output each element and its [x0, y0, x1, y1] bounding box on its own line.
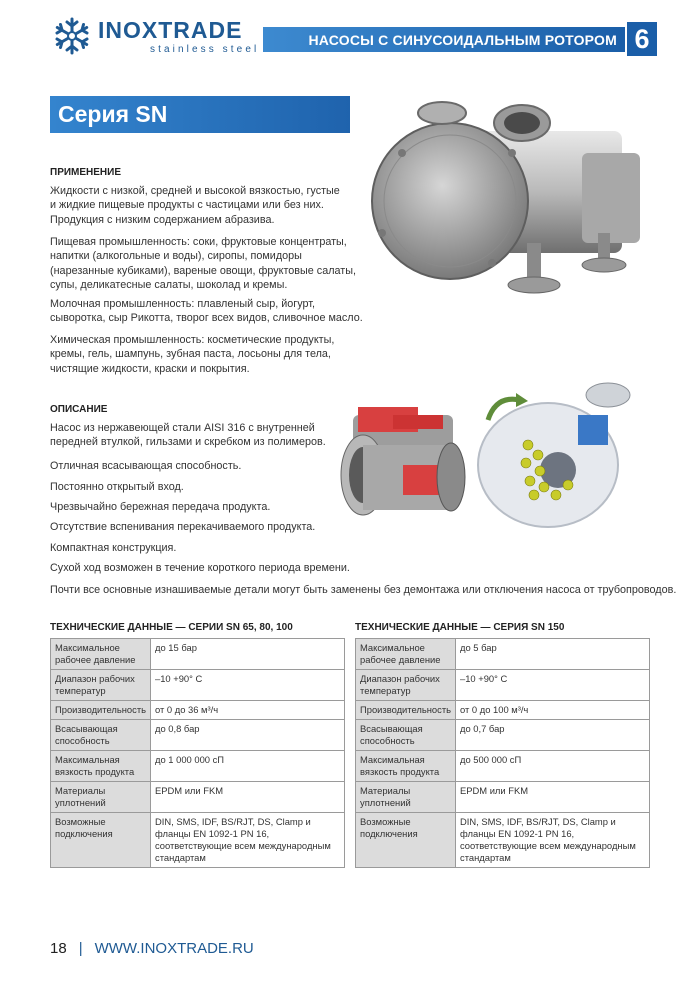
- text-line: Насос из нержавеющей стали AISI 316 с внутренней: [50, 422, 315, 434]
- description-paragraph-1: [50, 421, 355, 450]
- spec-value: до 5 бар: [456, 639, 650, 670]
- spec-value: до 0,8 бар: [151, 720, 345, 751]
- spec-table-sn150: [355, 638, 650, 868]
- table-row: [356, 813, 650, 868]
- description-wide-text: Почти все основные изнашиваемые детали могут быть заменены без демонтажа или отключения насоса от трубопроводов.: [50, 584, 677, 596]
- series-title: Серия SN: [58, 101, 168, 127]
- text-line: Жидкости с низкой, средней и высокой вязкостью, густые: [50, 185, 340, 197]
- spec-value: –10 +90° C: [456, 670, 650, 701]
- text-line: сыворотка, сыр Рикотта, творог всех видов, сливочное масло.: [50, 312, 363, 325]
- spec-value: до 0,7 бар: [456, 720, 650, 751]
- spec-table-sn65-100: [50, 638, 345, 868]
- cutaway-image: [333, 385, 468, 525]
- spec-key: Материалы уплотнений: [356, 782, 456, 813]
- spec-key: Диапазон рабочих температур: [356, 670, 456, 701]
- table-row: [51, 639, 345, 670]
- text-line: кремы, гель, шампунь, зубная паста, лосьоны для тела,: [50, 348, 331, 361]
- page-number: 18: [50, 940, 67, 957]
- table-row: [356, 782, 650, 813]
- application-paragraph-1: [50, 184, 355, 227]
- table-row: [51, 813, 345, 868]
- spec-key: Материалы уплотнений: [51, 782, 151, 813]
- text-line: (нарезанные кубиками), вареные овощи, фруктовые салаты,: [50, 264, 356, 277]
- spec-key: Всасывающая способность: [356, 720, 456, 751]
- table-row: [51, 670, 345, 701]
- description-item: Компактная конструкция.: [50, 542, 177, 554]
- spec-value: DIN, SMS, IDF, BS/RJT, DS, Clamp и фланцы EN 1092-1 PN 16, соответствующие всем международным стандартам: [151, 813, 345, 868]
- application-paragraph-4: [50, 333, 355, 376]
- text-line: Продукция с низким содержанием абразива.: [50, 213, 275, 226]
- spec-value: –10 +90° C: [151, 670, 345, 701]
- spec-key: Диапазон рабочих температур: [51, 670, 151, 701]
- spec-key: Максимальное рабочее давление: [356, 639, 456, 670]
- snowflake-logo-icon: [52, 16, 92, 56]
- text-line: напитки (алкогольные и воды), сиропы, помидоры: [50, 250, 302, 263]
- table-row: [356, 720, 650, 751]
- table-row: [51, 751, 345, 782]
- spec-value: от 0 до 100 м³/ч: [456, 701, 650, 720]
- table-row: [356, 670, 650, 701]
- page-footer: [50, 940, 254, 957]
- spec-key: Производительность: [51, 701, 151, 720]
- header-bar: [263, 27, 625, 52]
- series-banner: [50, 96, 350, 133]
- table1-title: ТЕХНИЧЕСКИЕ ДАННЫЕ — СЕРИИ SN 65, 80, 100: [50, 622, 293, 633]
- spec-key: Возможные подключения: [51, 813, 151, 868]
- table2-title: ТЕХНИЧЕСКИЕ ДАННЫЕ — СЕРИЯ SN 150: [355, 622, 565, 633]
- text-line: чистящие жидкости, краски и покрытия.: [50, 362, 250, 375]
- spec-value: до 1 000 000 сП: [151, 751, 345, 782]
- chapter-number: 6: [627, 22, 657, 56]
- spec-value: EPDM или FKM: [456, 782, 650, 813]
- brand-tagline: stainless steel: [150, 44, 260, 55]
- spec-value: DIN, SMS, IDF, BS/RJT, DS, Clamp и фланцы EN 1092-1 PN 16, соответствующие всем международным стандартам: [456, 813, 650, 868]
- spec-value: EPDM или FKM: [151, 782, 345, 813]
- table-row: [51, 701, 345, 720]
- text-line: передней втулкой, гильзами и скребком из полимеров.: [50, 436, 326, 449]
- application-paragraph-3: [50, 297, 363, 326]
- table-row: [356, 701, 650, 720]
- description-item: Отличная всасывающая способность.: [50, 460, 242, 472]
- transparent-pump-image: [468, 375, 646, 535]
- text-line: и жидкие пищевые продукты с частицами или без них.: [50, 199, 324, 212]
- application-heading: ПРИМЕНЕНИЕ: [50, 167, 122, 178]
- spec-key: Максимальная вязкость продукта: [51, 751, 151, 782]
- spec-value: до 15 бар: [151, 639, 345, 670]
- spec-key: Возможные подключения: [356, 813, 456, 868]
- spec-key: Всасывающая способность: [51, 720, 151, 751]
- section-title: НАСОСЫ С СИНУСОИДАЛЬНЫМ РОТОРОМ: [308, 32, 617, 48]
- description-item: Сухой ход возможен в течение короткого периода времени.: [50, 562, 350, 574]
- spec-value: от 0 до 36 м³/ч: [151, 701, 345, 720]
- pump-image: [362, 93, 652, 303]
- description-item: Постоянно открытый вход.: [50, 481, 184, 493]
- text-line: Молочная промышленность: плавленый сыр, йогурт,: [50, 298, 316, 310]
- text-line: супы, деликатесные салаты, шоколад и кремы.: [50, 279, 288, 292]
- table-row: [356, 751, 650, 782]
- brand-logo: [52, 16, 262, 56]
- description-heading: ОПИСАНИЕ: [50, 404, 108, 415]
- description-item: Чрезвычайно бережная передача продукта.: [50, 501, 271, 513]
- spec-value: до 500 000 сП: [456, 751, 650, 782]
- spec-key: Производительность: [356, 701, 456, 720]
- table-row: [51, 782, 345, 813]
- spec-key: Максимальная вязкость продукта: [356, 751, 456, 782]
- application-paragraph-2: [50, 235, 355, 293]
- description-item: Отсутствие вспенивания перекачиваемого продукта.: [50, 521, 316, 533]
- table-row: [51, 720, 345, 751]
- spec-key: Максимальное рабочее давление: [51, 639, 151, 670]
- text-line: Пищевая промышленность: соки, фруктовые концентраты,: [50, 236, 347, 248]
- text-line: Химическая промышленность: косметические продукты,: [50, 334, 335, 346]
- website-link[interactable]: WWW.INOXTRADE.RU: [94, 940, 254, 957]
- footer-separator: |: [78, 940, 83, 957]
- brand-name: INOXTRADE: [98, 17, 243, 43]
- table-row: [356, 639, 650, 670]
